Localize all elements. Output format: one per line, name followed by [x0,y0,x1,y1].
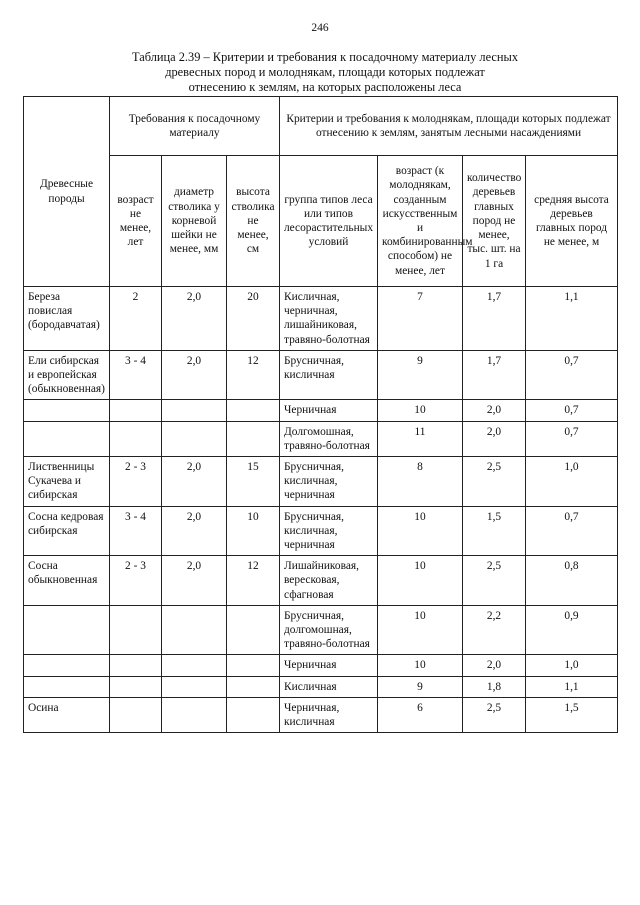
avg-height-cell: 0,7 [526,400,618,421]
age-cell: 2 [110,287,162,351]
avg-height-cell: 1,1 [526,676,618,697]
header-young-age: возраст (к молоднякам, созданным искусственным и комбинированным способом) не менее, лет [378,156,463,287]
header-height: высота стволика не менее, см [227,156,280,287]
age-cell: 2 - 3 [110,556,162,606]
height-cell: 12 [227,350,280,400]
avg-height-cell: 1,0 [526,457,618,507]
young-age-cell: 8 [378,457,463,507]
height-cell: 20 [227,287,280,351]
table-row [24,655,618,676]
tree-count-cell: 2,0 [463,655,526,676]
diameter-cell: 2,0 [162,350,227,400]
criteria-table [23,96,618,733]
tree-count-cell: 2,5 [463,697,526,732]
height-cell: 15 [227,457,280,507]
table-row [24,676,618,697]
diameter-cell: 2,0 [162,556,227,606]
tree-count-cell: 2,0 [463,400,526,421]
tree-count-cell: 1,7 [463,350,526,400]
avg-height-cell: 0,7 [526,506,618,556]
forest-type-cell: Брусничная, долгомошная, травяно-болотная [280,605,378,655]
young-age-cell: 9 [378,350,463,400]
table-row [24,287,618,351]
header-avg-height: средняя высота деревьев главных пород не менее, м [526,156,618,287]
young-age-cell: 7 [378,287,463,351]
avg-height-cell: 0,7 [526,421,618,456]
forest-type-cell: Кисличная, черничная, лишайниковая, травяно-болотная [280,287,378,351]
height-cell: 12 [227,556,280,606]
tree-count-cell: 2,5 [463,457,526,507]
tree-count-cell: 1,7 [463,287,526,351]
caption-line: древесных пород и молоднякам, площади которых подлежат [165,65,485,79]
table-row [24,697,618,732]
tree-count-cell: 2,2 [463,605,526,655]
diameter-cell: 2,0 [162,506,227,556]
age-cell: 3 - 4 [110,350,162,400]
avg-height-cell: 0,9 [526,605,618,655]
header-tree-count: количество деревьев главных пород не менее, тыс. шт. на 1 га [463,156,526,287]
avg-height-cell: 1,0 [526,655,618,676]
diameter-cell: 2,0 [162,457,227,507]
table-row [24,457,618,507]
young-age-cell: 11 [378,421,463,456]
young-age-cell: 10 [378,400,463,421]
caption-line: Таблица 2.39 – Критерии и требования к посадочному материалу лесных [131,50,519,64]
avg-height-cell: 1,5 [526,697,618,732]
table-row [24,556,618,606]
header-diameter: диаметр стволика у корневой шейки не менее, мм [162,156,227,287]
table-row [24,506,618,556]
species-cell: Лиственницы Сукачева и сибирская [24,457,110,507]
table-row [24,350,618,400]
header-species: Древесные породы [24,97,110,287]
page-number: 246 [311,22,329,34]
tree-count-cell: 2,5 [463,556,526,606]
young-age-cell: 6 [378,697,463,732]
forest-type-cell: Черничная [280,655,378,676]
species-cell: Сосна кедровая сибирская [24,506,110,556]
age-cell [110,697,162,732]
tree-count-cell: 1,5 [463,506,526,556]
diameter-cell [162,697,227,732]
species-cell: Береза повислая (бородавчатая) [24,287,110,351]
header-age: возраст не менее, лет [110,156,162,287]
table-caption [90,50,560,95]
forest-type-cell: Брусничная, кисличная, черничная [280,457,378,507]
diameter-cell: 2,0 [162,287,227,351]
avg-height-cell: 0,7 [526,350,618,400]
table-row [24,605,618,655]
forest-type-cell: Кисличная [280,676,378,697]
table-row [24,421,618,456]
forest-type-cell: Долгомошная, травяно-болотная [280,421,378,456]
young-age-cell: 10 [378,655,463,676]
height-cell: 10 [227,506,280,556]
table-row [24,400,618,421]
forest-type-cell: Брусничная, кисличная, черничная [280,506,378,556]
avg-height-cell: 1,1 [526,287,618,351]
header-forest-type: группа типов леса или типов лесорастительных условий [280,156,378,287]
header-young-stands: Критерии и требования к молоднякам, площади которых подлежат отнесению к землям, занятым лесными насаждениями [280,97,618,156]
species-cell: Ели сибирская и европейская (обыкновенная) [24,350,110,400]
young-age-cell: 9 [378,676,463,697]
age-cell: 2 - 3 [110,457,162,507]
caption-line: отнесению к землям, на которых расположены леса [188,80,462,94]
header-planting-material: Требования к посадочному материалу [110,97,280,156]
forest-type-cell: Черничная, кисличная [280,697,378,732]
forest-type-cell: Лишайниковая, вересковая, сфагновая [280,556,378,606]
young-age-cell: 10 [378,605,463,655]
tree-count-cell: 2,0 [463,421,526,456]
young-age-cell: 10 [378,556,463,606]
age-cell: 3 - 4 [110,506,162,556]
species-cell: Осина [24,697,110,732]
forest-type-cell: Брусничная, кисличная [280,350,378,400]
height-cell [227,697,280,732]
forest-type-cell: Черничная [280,400,378,421]
tree-count-cell: 1,8 [463,676,526,697]
avg-height-cell: 0,8 [526,556,618,606]
young-age-cell: 10 [378,506,463,556]
species-cell: Сосна обыкновенная [24,556,110,606]
